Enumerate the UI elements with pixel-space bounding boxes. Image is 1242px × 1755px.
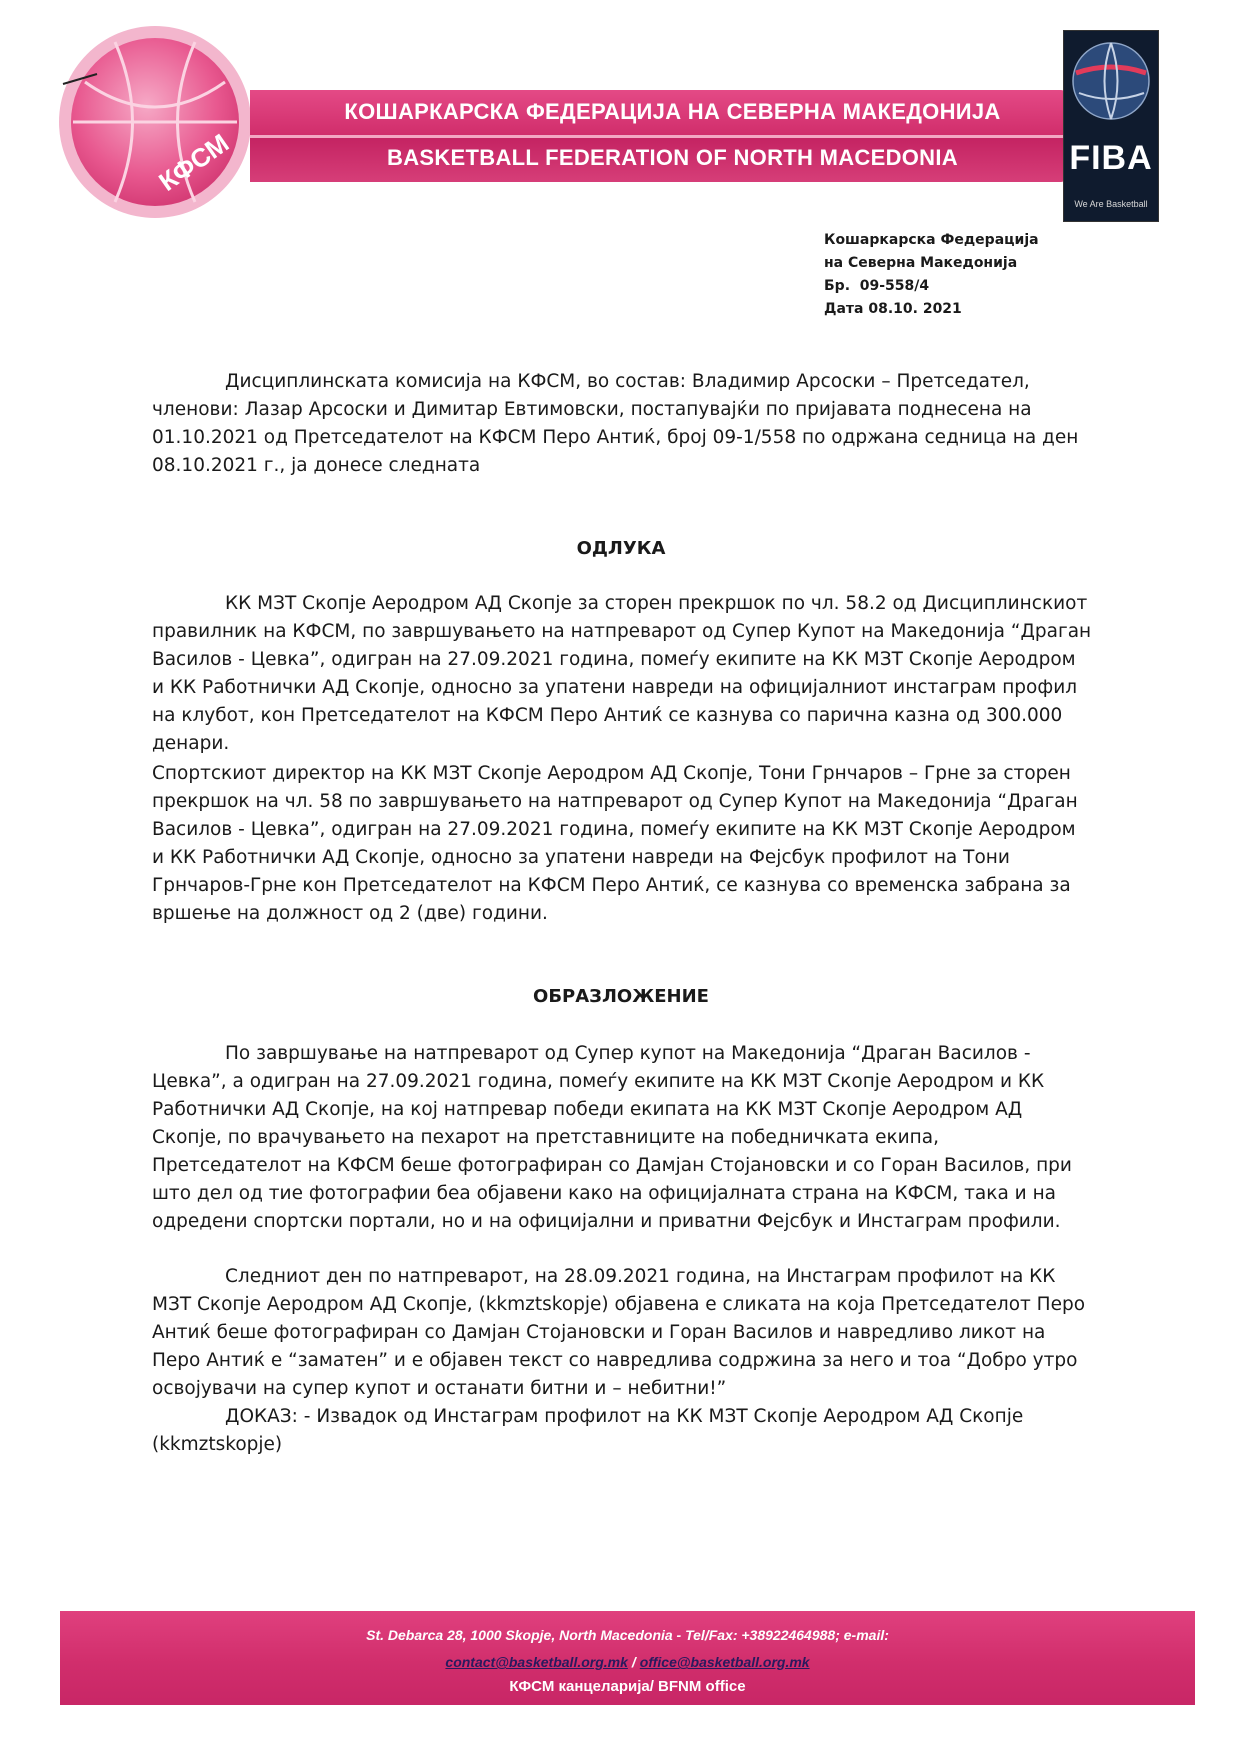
office-email-link[interactable]: office@basketball.org.mk [639, 1654, 810, 1670]
fiba-globe-icon [1064, 31, 1158, 131]
decision-paragraph-1: КК МЗТ Скопје Аеродром АД Скопје за сторен прекршок по чл. 58.2 од Дисциплинскиот правилник на КФСМ, по завршувањето на натпреварот од Супер Купот на Македонија “Драган Василов - Цевка”, одигран на 27.09.2021 година, помеѓу екипите на КК МЗТ Скопје Аеродром и КК Работнички АД Скопје, односно за упатени навреди на официјалниот инстаграм профил на клубот, кон Претседателот на КФСМ Перо Антиќ се казнува со парична казна од 300.000 денари. [152, 593, 1092, 754]
header-divider [250, 135, 1065, 138]
fiba-tagline: We Are Basketball [1074, 199, 1148, 209]
federation-title-en: BASKETBALL FEDERATION OF NORTH MACEDONIA [387, 145, 958, 170]
reasoning-heading: ОБРАЗЛОЖЕНИЕ [533, 986, 709, 1007]
federation-title-mk: КОШАРКАРСКА ФЕДЕРАЦИЈА НА СЕВЕРНА МАКЕДОНИЈА [344, 99, 1001, 124]
reference-number: Бр. 09-558/4 [824, 278, 930, 294]
contact-email-link[interactable]: contact@basketball.org.mk [445, 1654, 628, 1670]
decision-paragraph-2: Спортскиот директор на КК МЗТ Скопје Аеродром АД Скопје, Тони Грнчаров – Грне за сторен прекршок на чл. 58 по завршувањето на натпреварот од Супер Купот на Македонија “Драган Василов - Цевка”, одигран на 27.09.2021 година, помеѓу екипите на КК МЗТ Скопје Аеродром и КК Работнички АД Скопје, односно за упатени навреди на Фејсбук профилот на Тони Грнчаров-Грне кон Претседателот на КФСМ Перо Антиќ, се казнува со временска забрана за вршење на должност од 2 (две) години. [152, 763, 1078, 924]
footer-emails [60, 1654, 1195, 1670]
kfsm-logo [55, 22, 255, 222]
fiba-wordmark: FIBA [1069, 139, 1153, 177]
reference-date: Дата 08.10. 2021 [824, 301, 962, 317]
reference-org-line1: Кошаркарска Федерација [824, 232, 1039, 248]
intro-paragraph: Дисциплинската комисија на КФСМ, во состав: Владимир Арсоски – Претседател, членови: Лазар Арсоски и Димитар Евтимовски, постапувајќи по пријавата поднесена на 01.10.2021 од Претседателот на КФСМ Перо Антиќ, број 09-1/558 по одржана седница на ден 08.10.2021 г., ја донесе следната [152, 371, 1079, 476]
footer-office: КФСМ канцеларија/ BFNM office [509, 1678, 746, 1695]
footer-address: St. Debarca 28, 1000 Skopje, North Macedonia - Tel/Fax: +38922464988; e-mail: [366, 1627, 889, 1643]
proof-paragraph: ДОКАЗ: - Извадок од Инстаграм профилот на КК МЗТ Скопје Аеродром АД Скопје (kkmztskopje) [152, 1406, 1024, 1455]
decision-heading: ОДЛУКА [576, 538, 666, 559]
kfsm-logo-text: КФСМ [153, 127, 235, 197]
footer-banner [60, 1611, 1195, 1705]
fiba-logo [1063, 30, 1159, 222]
email-separator: / [631, 1654, 636, 1670]
reasoning-paragraph-2: Следниот ден по натпреварот, на 28.09.2021 година, на Инстаграм профилот на КК МЗТ Скопје Аеродром АД Скопје, (kkmztskopje) објавена е сликата на која Претседателот Перо Антиќ беше фотографиран со Дамјан Стојановски и Горан Василов и наврeдливо ликот на Перо Антиќ е “заматен” и е објавен текст со наврeдлива содржина за него и тоа “Добро утро освојувачи на супер купот и останати битни и – небитни!” [152, 1266, 1086, 1399]
reference-org-line2: на Северна Македонија [824, 255, 1018, 271]
header-banner [250, 90, 1065, 182]
reference-block [824, 229, 1039, 321]
reasoning-paragraph-1: По завршување на натпреварот од Супер купот на Македонија “Драган Василов - Цевка”, а одигран на 27.09.2021 година, помеѓу екипите на КК МЗТ Скопје Аеродром и КК Работнички АД Скопје, на кој натпревар победи екипата на КК МЗТ Скопје Аеродром АД Скопје, по врачувањето на пехарот на претставниците на победничката екипа, Претседателот на КФСМ беше фотографиран со Дамјан Стојановски и со Горан Василов, при што дел од тие фотографии беа објавени како на официјалната страна на КФСМ, така и на одредени спортски портали, но и на официјални и приватни Фејсбук и Инстаграм профили. [152, 1043, 1072, 1232]
